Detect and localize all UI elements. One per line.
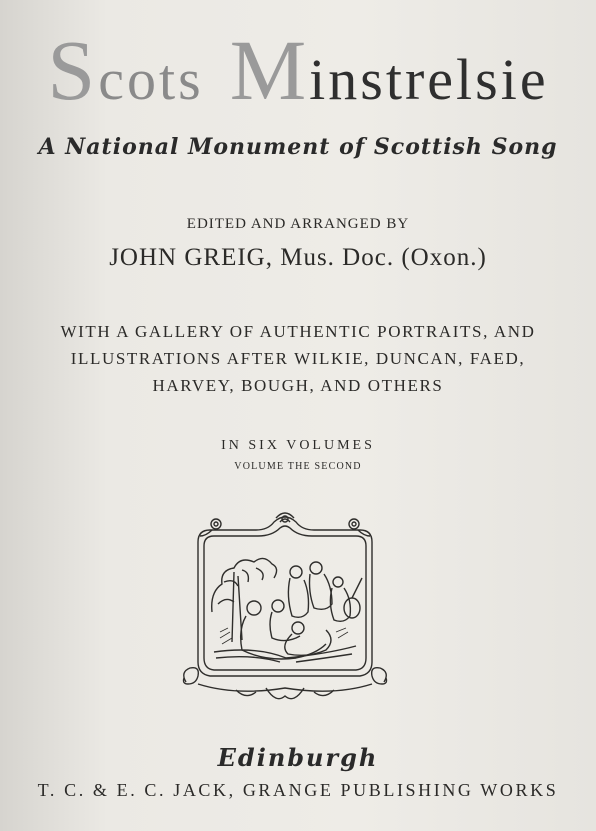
gallery-description [0,318,596,399]
title-initial-s: S [47,22,99,118]
place-of-publication: Edinburgh [217,743,379,772]
gallery-line-1: WITH A GALLERY OF AUTHENTIC PORTRAITS, AND [60,322,536,341]
title-word-minstrelsie [229,22,549,118]
edited-by-line: EDITED AND ARRANGED BY [186,216,410,232]
book-title [0,20,596,120]
gallery-line-3: HARVEY, BOUGH, AND OTHERS [152,376,444,395]
author-name: JOHN GREIG, Mus. Doc. (Oxon.) [109,244,487,271]
publisher-line: T. C. & E. C. JACK, GRANGE PUBLISHING WORKS [37,780,559,800]
book-subtitle: A National Monument of Scottish Song [38,134,558,160]
title-word-scots [47,22,204,118]
title-rest-cots: cots [98,47,204,112]
volumes-count: IN SIX VOLUMES [221,438,375,453]
engraved-vignette [176,512,394,708]
volume-number: VOLUME THE SECOND [234,461,362,472]
title-initial-m: M [229,22,310,118]
title-rest-instrelsie: instrelsie [309,47,549,112]
gallery-line-2: ILLUSTRATIONS AFTER WILKIE, DUNCAN, FAED, [70,349,526,368]
